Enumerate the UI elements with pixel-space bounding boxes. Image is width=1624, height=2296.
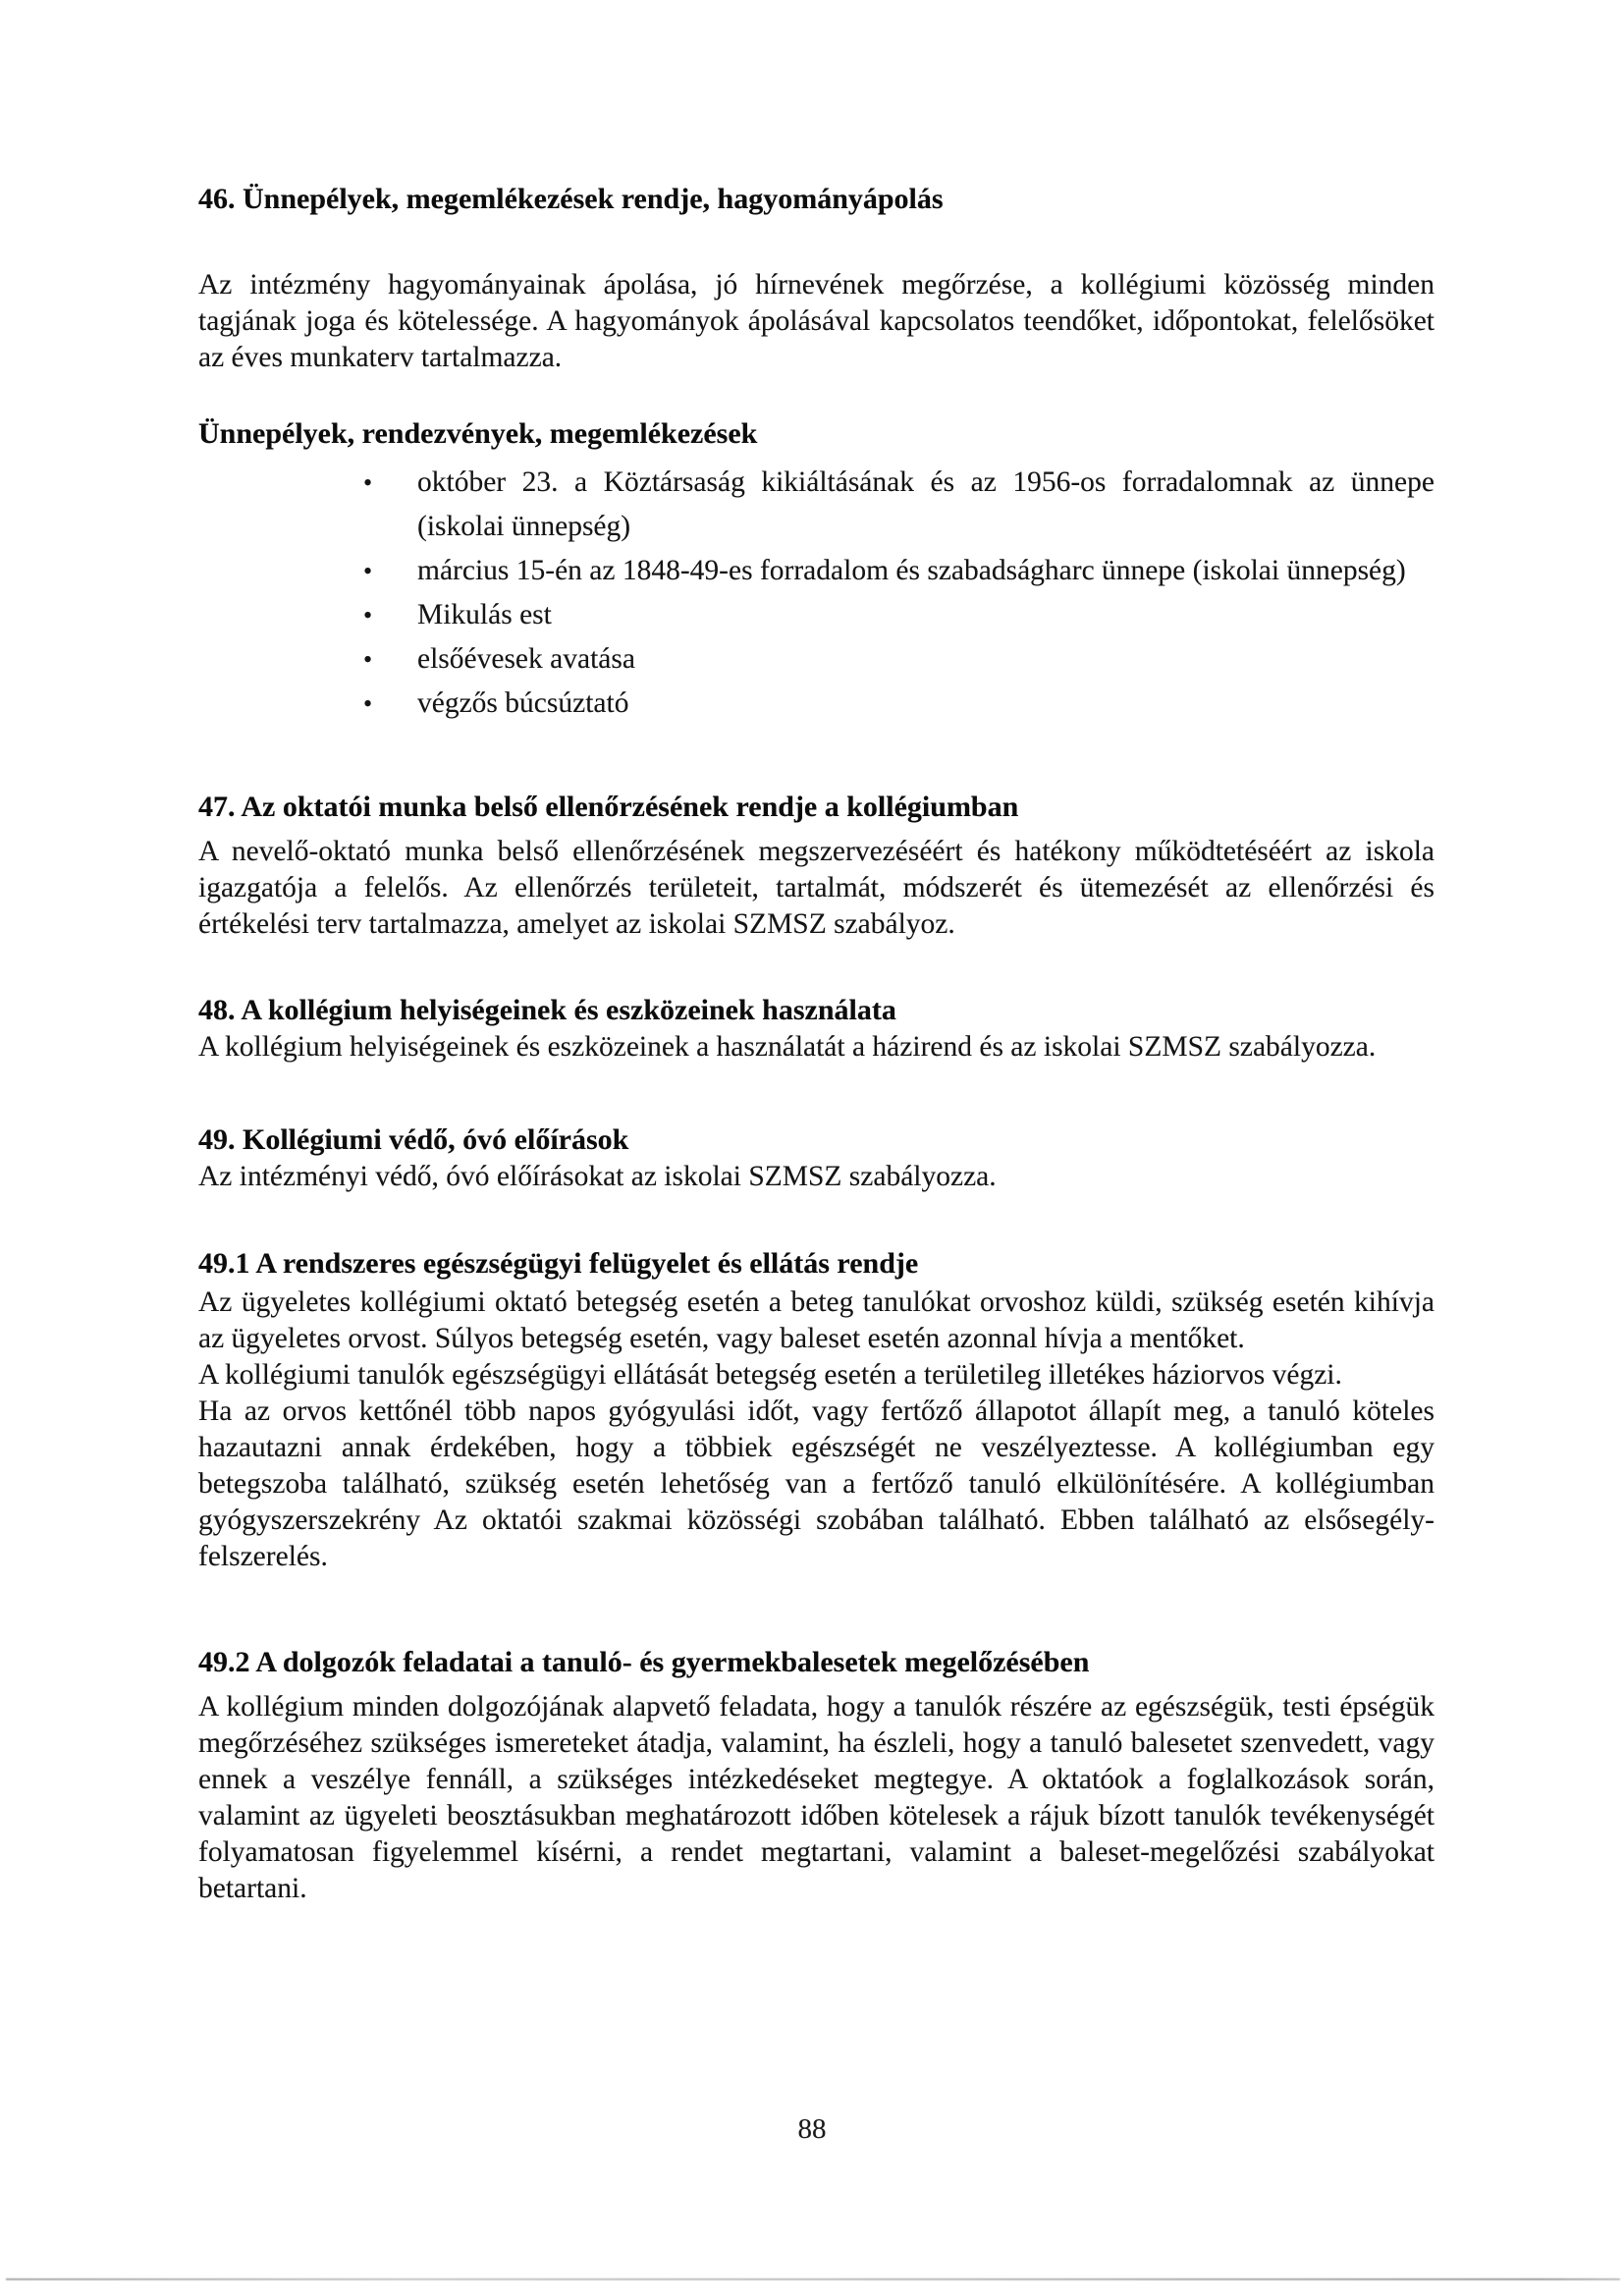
- page-number: 88: [797, 2113, 827, 2145]
- list-item: [198, 682, 1435, 726]
- ceremonies-subheading: Ünnepélyek, rendezvények, megemlékezések: [198, 417, 758, 450]
- bullet-text: Mikulás est: [417, 599, 552, 630]
- scan-edge-line: [6, 2278, 1620, 2280]
- section-49-1-heading: 49.1 A rendszeres egészségügyi felügyelet és ellátás rendje: [198, 1247, 919, 1280]
- bullet-icon: •: [363, 557, 373, 585]
- section-48-heading: 48. A kollégium helyiségeinek és eszközeinek használata: [198, 994, 896, 1026]
- list-item: [198, 637, 1435, 682]
- bullet-text: elsőévesek avatása: [417, 643, 635, 675]
- bullet-icon: •: [363, 468, 373, 497]
- section-49-1-paragraph-1: Az ügyeletes kollégiumi oktató betegség esetén a beteg tanulókat orvoshoz küldi, szükség esetén kihívja az ügyeletes orvost. Súlyos betegség esetén, vagy baleset esetén azonnal hívja a mentőket.: [198, 1286, 1435, 1354]
- section-48-paragraph: A kollégium helyiségeinek és eszközeinek a használatát a házirend és az iskolai SZMSZ szabályozza.: [198, 1031, 1377, 1063]
- ceremonies-list: [198, 461, 1435, 726]
- bullet-text: végzős búcsúztató: [417, 687, 629, 719]
- bullet-icon: •: [363, 601, 373, 629]
- bullet-text: október 23. a Köztársaság kikiáltásának és az 1956-os forradalomnak az ünnepe (iskolai ünnepség): [417, 466, 1435, 542]
- bullet-icon: •: [363, 689, 373, 718]
- section-49-1-paragraph-2: A kollégiumi tanulók egészségügyi ellátását betegség esetén a területileg illetékes háziorvos végzi.: [198, 1359, 1342, 1391]
- section-47-paragraph: A nevelő-oktató munka belső ellenőrzésének megszervezéséért és hatékony működtetéséért az iskola igazgatója a felelős. Az ellenőrzés területeit, tartalmát, módszerét és ütemezését az ellenőrzési és értékelési terv tartalmazza, amelyet az iskolai SZMSZ szabályoz.: [198, 836, 1435, 940]
- document-content: [198, 0, 1435, 1907]
- list-item: [198, 549, 1435, 593]
- list-item: [198, 593, 1435, 637]
- bullet-icon: •: [363, 645, 373, 674]
- section-49-paragraph: Az intézményi védő, óvó előírásokat az iskolai SZMSZ szabályozza.: [198, 1161, 997, 1192]
- section-49-heading: 49. Kollégiumi védő, óvó előírások: [198, 1123, 629, 1156]
- bullet-text: március 15-én az 1848-49-es forradalom és szabadságharc ünnepe (iskolai ünnepség): [417, 555, 1406, 586]
- section-46-paragraph: Az intézmény hagyományainak ápolása, jó hírnevének megőrzése, a kollégiumi közösség minden tagjának joga és kötelessége. A hagyományok ápolásával kapcsolatos teendőket, időpontokat, felelősöket az éves munkaterv tartalmazza.: [198, 269, 1435, 373]
- section-49-2-heading: 49.2 A dolgozók feladatai a tanuló- és gyermekbalesetek megelőzésében: [198, 1646, 1090, 1678]
- section-47-heading: 47. Az oktatói munka belső ellenőrzésének rendje a kollégiumban: [198, 791, 1019, 823]
- section-49-1-paragraph-3: Ha az orvos kettőnél több napos gyógyulási időt, vagy fertőző állapotot állapít meg, a tanuló köteles hazautazni annak érdekében, hogy a többiek egészségét ne veszélyeztesse. A kollégiumban egy betegszoba található, szükség esetén lehetőség van a fertőző tanuló elkülönítésére. A kollégiumban gyógyszerszekrény Az oktatói szakmai közösségi szobában található. Ebben található az elsősegély-felszerelés.: [198, 1395, 1435, 1572]
- section-49-2-paragraph: A kollégium minden dolgozójának alapvető feladata, hogy a tanulók részére az egészségük, testi épségük megőrzéséhez szükséges ismereteket átadja, valamint, ha észleli, hogy a tanuló balesetet szenvedett, vagy ennek a veszélye fennáll, a szükséges intézkedéseket megtegye. A oktatóok a foglalkozások során, valamint az ügyeleti beosztásukban meghatározott időben kötelesek a rájuk bízott tanulók tevékenységét folyamatosan figyelemmel kísérni, a rendet megtartani, valamint a baleset-megelőzési szabályokat betartani.: [198, 1691, 1435, 1904]
- section-46-heading: 46. Ünnepélyek, megemlékezések rendje, hagyományápolás: [198, 183, 944, 215]
- list-item: [198, 461, 1435, 549]
